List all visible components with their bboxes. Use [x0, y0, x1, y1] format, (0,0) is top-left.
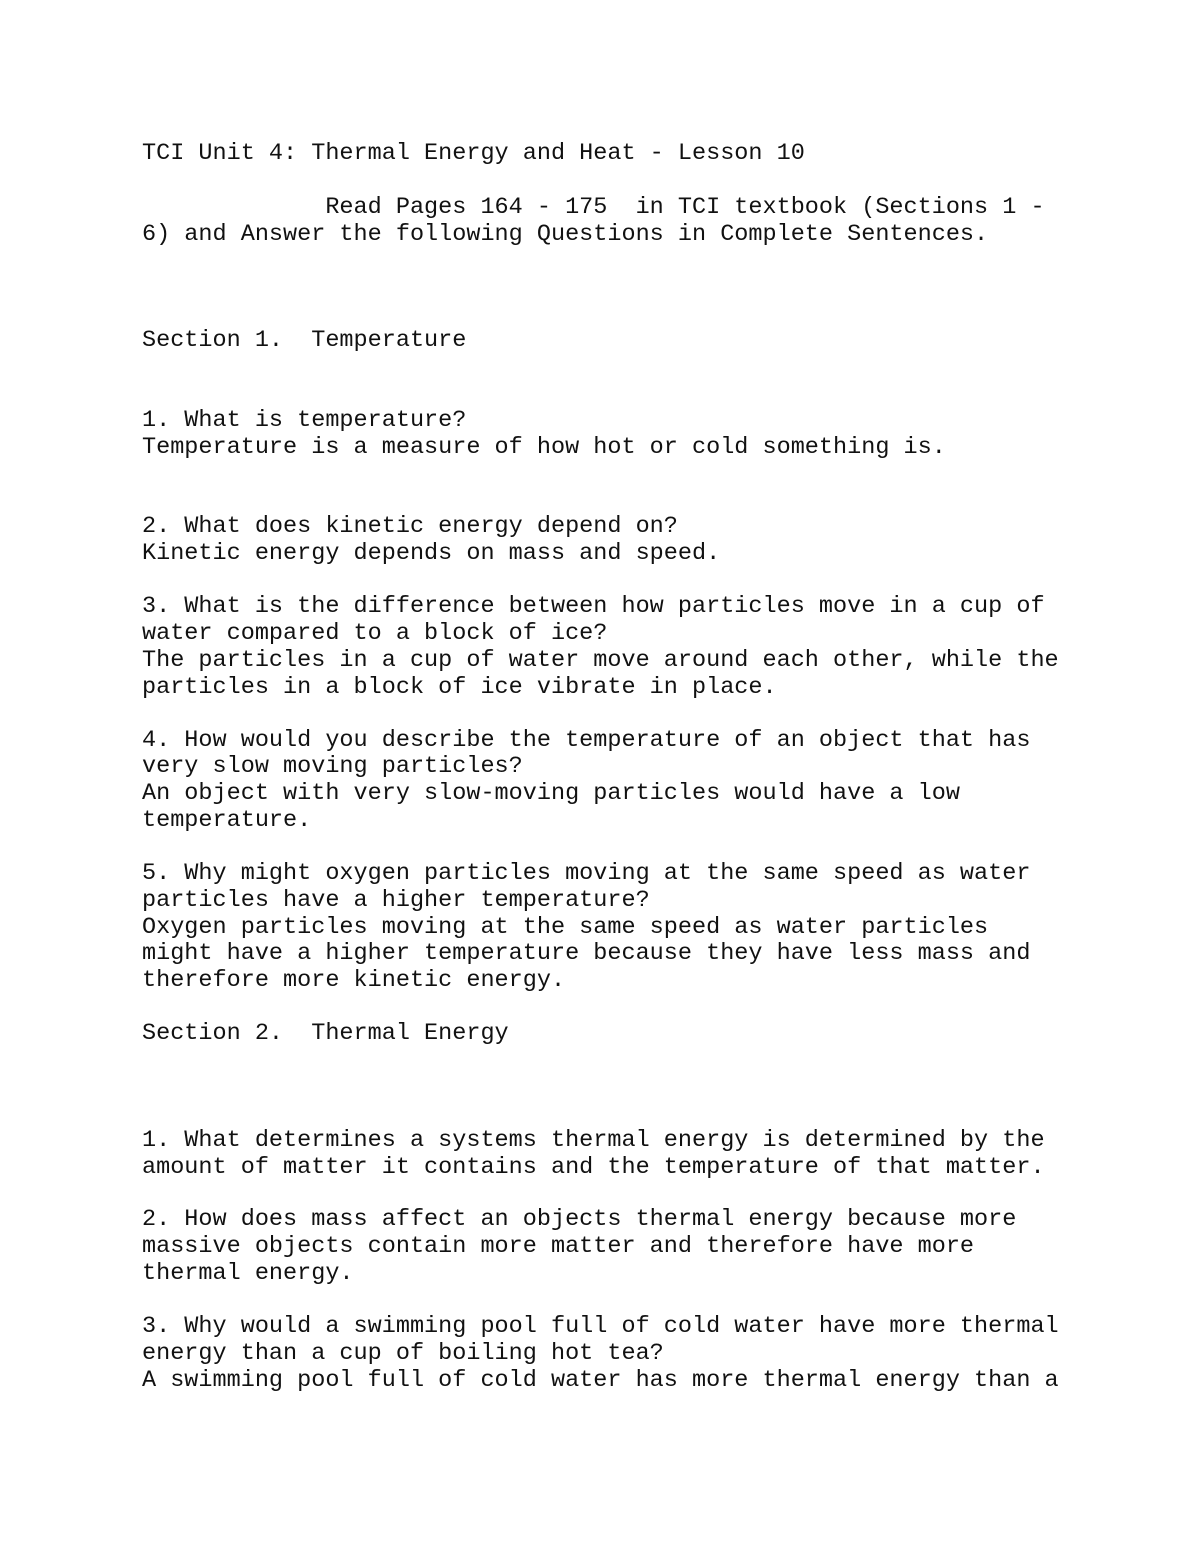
document-title: TCI Unit 4: Thermal Energy and Heat - Lesson 10	[142, 140, 805, 167]
question-text: particles have a higher temperature?	[142, 887, 650, 914]
question-text: massive objects contain more matter and therefore have more	[142, 1233, 975, 1260]
question-text: energy than a cup of boiling hot tea?	[142, 1340, 664, 1367]
question-text: 2. What does kinetic energy depend on?	[142, 513, 678, 540]
question-text: 1. What determines a systems thermal energy is determined by the	[142, 1127, 1045, 1154]
question-text: 1. What is temperature?	[142, 407, 467, 434]
answer-text: Temperature is a measure of how hot or cold something is.	[142, 434, 946, 461]
section-1-heading: Section 1. Temperature	[142, 327, 467, 354]
answer-text: An object with very slow-moving particles would have a low	[142, 780, 960, 807]
answer-text: temperature.	[142, 807, 312, 834]
answer-text: particles in a block of ice vibrate in place.	[142, 674, 777, 701]
instructions-line: Read Pages 164 - 175 in TCI textbook (Sections 1 -	[142, 194, 1045, 221]
instructions-line: 6) and Answer the following Questions in Complete Sentences.	[142, 221, 989, 248]
question-text: very slow moving particles?	[142, 753, 523, 780]
question-text: amount of matter it contains and the temperature of that matter.	[142, 1154, 1045, 1181]
question-text: 5. Why might oxygen particles moving at the same speed as water	[142, 860, 1031, 887]
question-text: 4. How would you describe the temperature of an object that has	[142, 727, 1031, 754]
question-text: water compared to a block of ice?	[142, 620, 608, 647]
question-text: 3. What is the difference between how particles move in a cup of	[142, 593, 1045, 620]
question-text: 3. Why would a swimming pool full of cold water have more thermal	[142, 1313, 1059, 1340]
answer-text: therefore more kinetic energy.	[142, 967, 566, 994]
answer-text: might have a higher temperature because they have less mass and	[142, 940, 1031, 967]
question-text: 2. How does mass affect an objects thermal energy because more	[142, 1206, 1017, 1233]
answer-text: A swimming pool full of cold water has more thermal energy than a	[142, 1367, 1059, 1394]
answer-text: Oxygen particles moving at the same speed as water particles	[142, 914, 989, 941]
section-2-heading: Section 2. Thermal Energy	[142, 1020, 509, 1047]
answer-text: The particles in a cup of water move around each other, while the	[142, 647, 1059, 674]
question-text: thermal energy.	[142, 1260, 354, 1287]
answer-text: Kinetic energy depends on mass and speed.	[142, 540, 721, 567]
